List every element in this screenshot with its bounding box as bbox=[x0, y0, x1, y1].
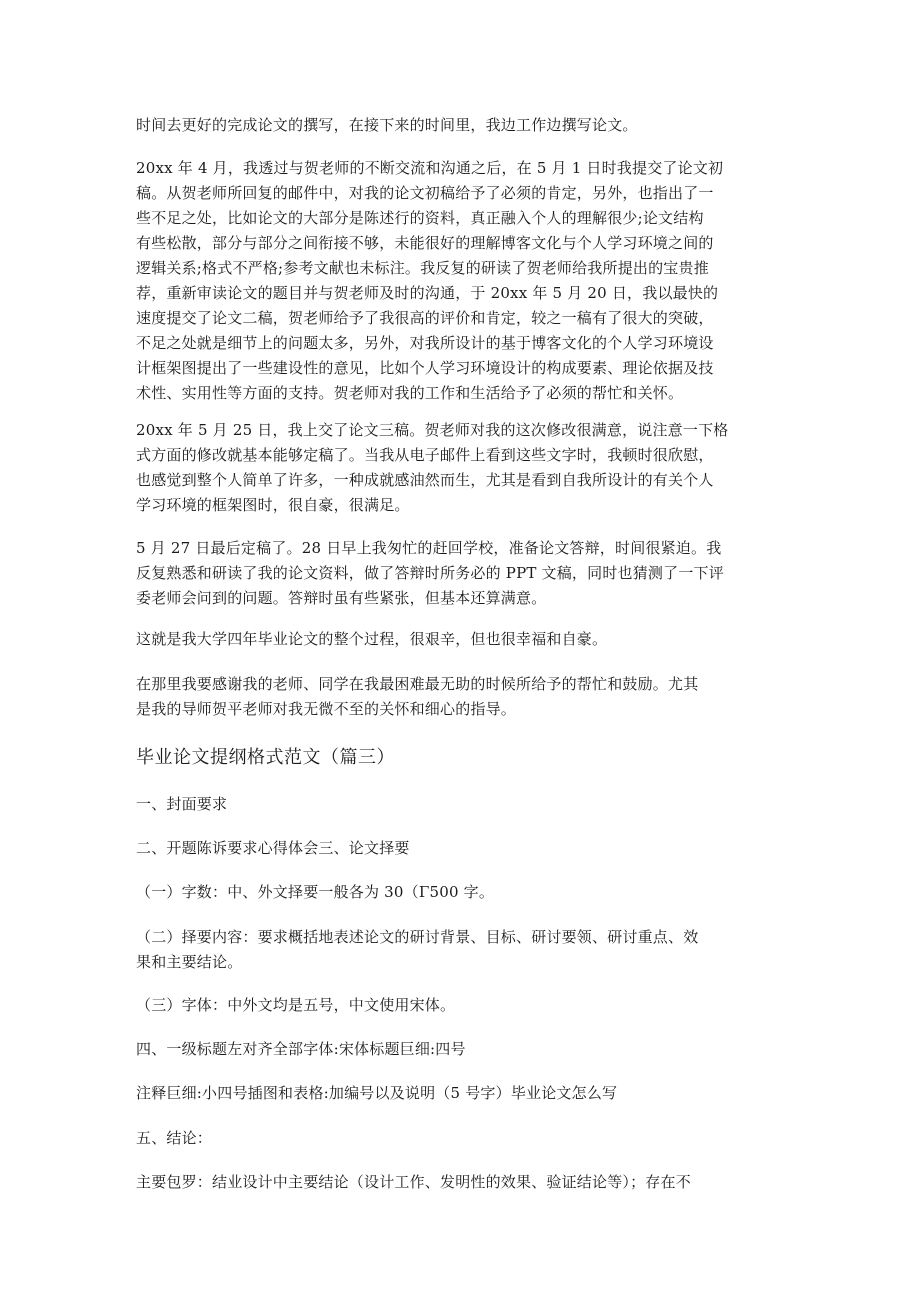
paragraph-third-draft bbox=[136, 418, 786, 518]
text-line: 些不足之处，比如论文的大部分是陈述行的资料，真正融入个人的理解很少;论文结构 bbox=[136, 209, 704, 227]
text-line: 逻辑关系;格式不严格;参考文献也未标注。我反复的研读了贺老师给我所提出的宝贵推 bbox=[136, 259, 709, 277]
outline-item-cover bbox=[136, 792, 786, 817]
text-line: 5 月 27 日最后定稿了。28 日早上我匆忙的赶回学校，准备论文答辩，时间很紧迫。我 bbox=[136, 539, 722, 557]
text-line: 二、开题陈诉要求心得体会三、论文择要 bbox=[136, 839, 410, 857]
text-line: （一）字数：中、外文择要一般各为 30（Γ500 字。 bbox=[136, 883, 495, 901]
text-line: 是我的导师贺平老师对我无微不至的关怀和细心的指导。 bbox=[136, 700, 517, 718]
text-line: 五、结论： bbox=[136, 1129, 213, 1147]
text-line: 主要包罗：结业设计中主要结论（设计工作、发明性的效果、验证结论等）；存在不 bbox=[136, 1173, 691, 1191]
text-line: 荐，重新审读论文的题目并与贺老师及时的沟通，于 20xx 年 5 月 20 日，我以最快的 bbox=[136, 284, 719, 302]
text-line: 反复熟悉和研读了我的论文资料，做了答辩时所务必的 PPT 文稿，同时也猜测了一下评 bbox=[136, 564, 724, 582]
text-line: 速度提交了论文二稿，贺老师给予了我很高的评价和肯定，较之一稿有了很大的突破， bbox=[136, 309, 714, 327]
text-line: 这就是我大学四年毕业论文的整个过程，很艰辛，但也很幸福和自豪。 bbox=[136, 630, 608, 648]
text-line: 时间去更好的完成论文的撰写，在接下来的时间里，我边工作边撰写论文。 bbox=[136, 116, 638, 134]
section-heading: 毕业论文提纲格式范文（篇三） bbox=[136, 747, 395, 768]
paragraph-thanks bbox=[136, 672, 786, 722]
text-line: 注释巨细:小四号插图和表格:加编号以及说明（5 号字）毕业论文怎么写 bbox=[136, 1084, 618, 1102]
paragraph-writing-time bbox=[136, 113, 786, 138]
outline-item-main-content bbox=[136, 1170, 786, 1195]
text-line: 20xx 年 4 月，我透过与贺老师的不断交流和沟通之后，在 5 月 1 日时我提交了论文初 bbox=[136, 159, 724, 177]
paragraph-final-draft bbox=[136, 536, 786, 611]
outline-item-conclusion bbox=[136, 1126, 786, 1151]
text-line: （三）字体：中外文均是五号，中文使用宋体。 bbox=[136, 996, 456, 1014]
outline-item-word-count bbox=[136, 880, 786, 905]
text-line: 委老师会问到的问题。答辩时虽有些紧张，但基本还算满意。 bbox=[136, 589, 547, 607]
outline-item-abstract-content bbox=[136, 925, 786, 975]
text-line: 在那里我要感谢我的老师、同学在我最困难最无助的时候所给予的帮忙和鼓励。尤其 bbox=[136, 675, 699, 693]
text-line: 有些松散，部分与部分之间衔接不够，未能很好的理解博客文化与个人学习环境之间的 bbox=[136, 234, 714, 252]
outline-item-heading-format bbox=[136, 1037, 786, 1062]
text-line: 果和主要结论。 bbox=[136, 953, 243, 971]
text-line: 也感觉到整个人简单了许多，一种成就感油然而生，尤其是看到自我所设计的有关个人 bbox=[136, 471, 714, 489]
text-line: 计框架图提出了一些建设性的意见，比如个人学习环境设计的构成要素、理论依据及技 bbox=[136, 359, 714, 377]
paragraph-first-draft bbox=[136, 156, 786, 406]
text-line: 稿。从贺老师所回复的邮件中，对我的论文初稿给予了必须的肯定，另外，也指出了一 bbox=[136, 184, 714, 202]
outline-item-proposal bbox=[136, 836, 786, 861]
text-line: 20xx 年 5 月 25 日，我上交了论文三稿。贺老师对我的这次修改很满意，说注意一下格 bbox=[136, 421, 729, 439]
text-line: 术性、实用性等方面的支持。贺老师对我的工作和生活给予了必须的帮忙和关怀。 bbox=[136, 384, 684, 402]
outline-item-font bbox=[136, 993, 786, 1018]
text-line: 学习环境的框架图时，很自豪，很满足。 bbox=[136, 496, 410, 514]
text-line: 一、封面要求 bbox=[136, 795, 228, 813]
outline-item-notes-format bbox=[136, 1081, 786, 1106]
paragraph-summary bbox=[136, 627, 786, 652]
text-line: 四、一级标题左对齐全部字体:宋体标题巨细:四号 bbox=[136, 1040, 466, 1058]
text-line: 不足之处就是细节上的问题太多，另外，对我所设计的基于博客文化的个人学习环境设 bbox=[136, 334, 714, 352]
text-line: 式方面的修改就基本能够定稿了。当我从电子邮件上看到这些文字时，我顿时很欣慰， bbox=[136, 446, 714, 464]
text-line: （二）择要内容：要求概括地表述论文的研讨背景、目标、研讨要领、研讨重点、效 bbox=[136, 928, 699, 946]
